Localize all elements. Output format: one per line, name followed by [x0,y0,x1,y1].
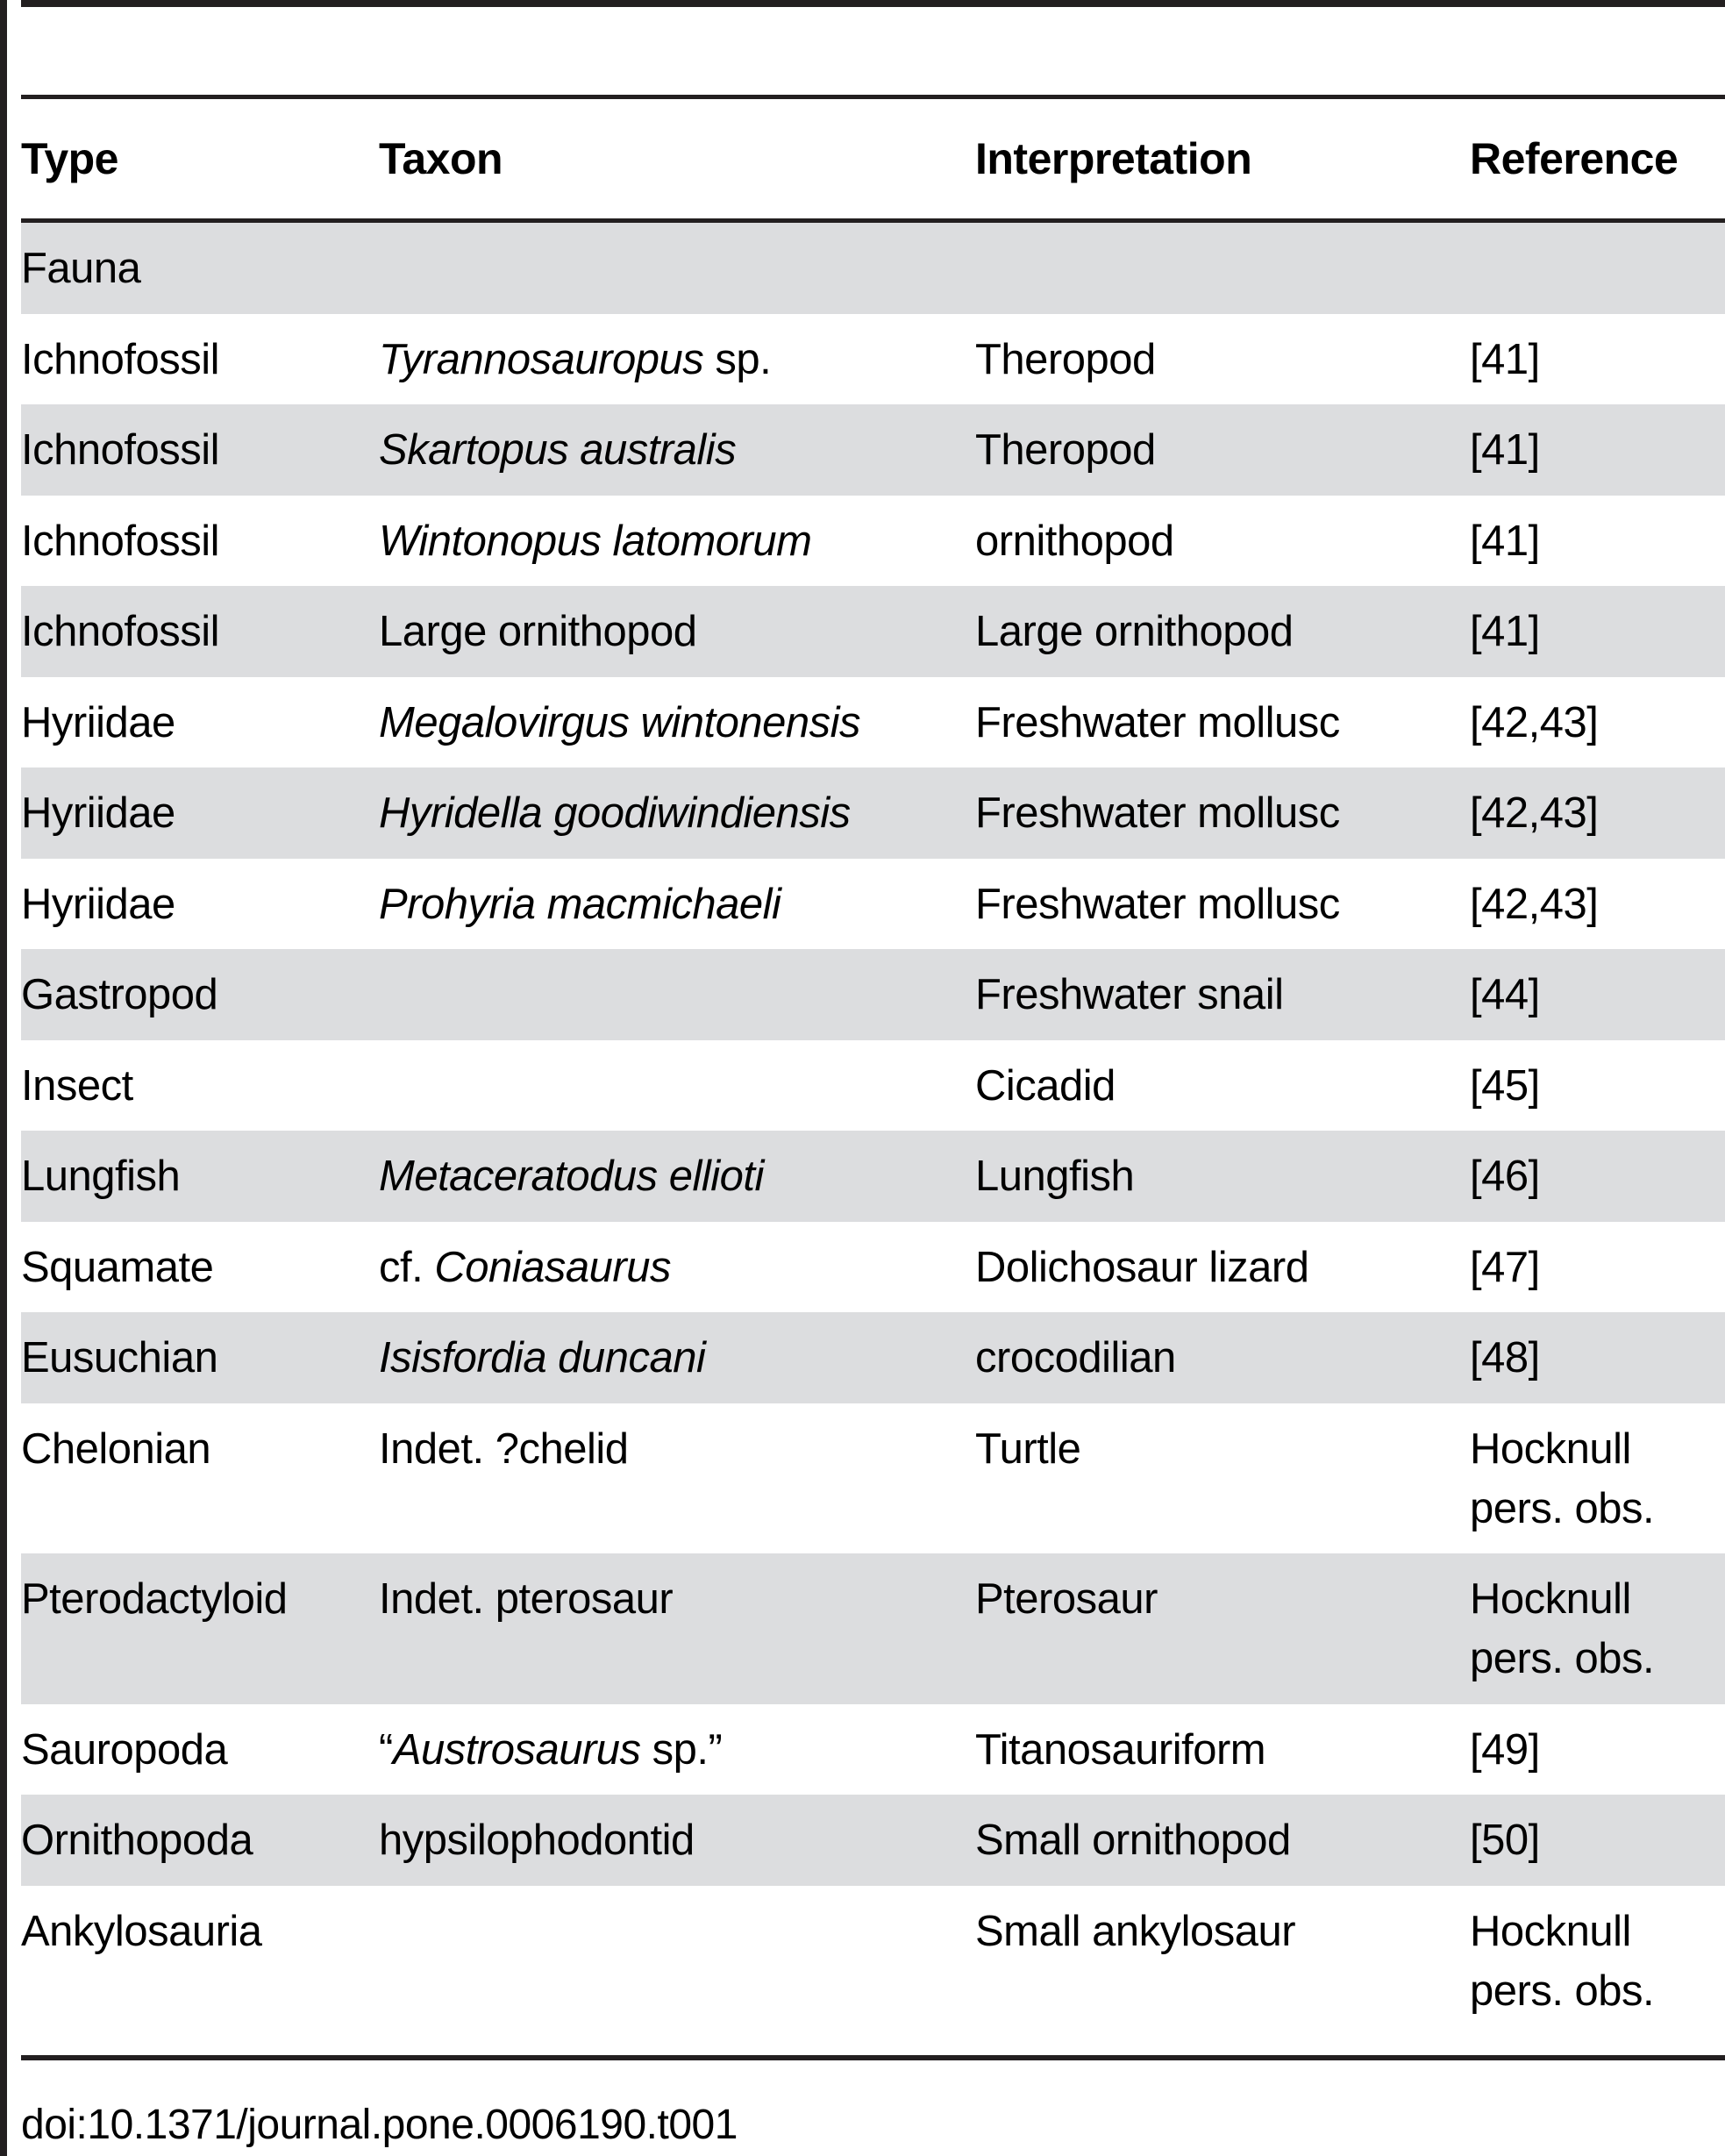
type-text: Hyriidae [21,789,175,837]
cell-reference [1470,1312,1725,1403]
cell-reference [1470,1040,1725,1132]
cell-reference [1470,496,1725,587]
type-text: Ichnofossil [21,426,220,474]
cell-type [21,221,379,314]
cell-taxon [379,1040,975,1132]
cell-interpretation [975,677,1470,768]
interpretation-text: Small ankylosaur [975,1907,1296,1955]
interpretation-text: Dolichosaur lizard [975,1243,1309,1291]
table-row [21,1704,1725,1795]
cell-type [21,1795,379,1886]
table-row [21,1131,1725,1222]
taxon-italic: Coniasaurus [434,1243,671,1291]
table-row [21,1795,1725,1886]
interpretation-text: Theropod [975,426,1156,474]
interpretation-text: Freshwater mollusc [975,789,1340,837]
table-row [21,496,1725,587]
table-row [21,859,1725,950]
cell-taxon [379,1131,975,1222]
taxon-prefix: “ [379,1725,393,1774]
interpretation-text: Titanosauriform [975,1725,1266,1774]
cell-type [21,1553,379,1704]
interpretation-text: Freshwater mollusc [975,880,1340,928]
taxon-suffix: sp. [703,335,772,383]
cell-type [21,1403,379,1554]
left-margin-bar [0,0,7,2156]
type-text: Lungfish [21,1153,181,1200]
reference-text-line2: pers. obs. [1470,1635,1655,1682]
cell-taxon [379,677,975,768]
header-reference: Reference [1470,99,1725,221]
cell-interpretation [975,1312,1470,1403]
reference-text: [41] [1470,517,1540,565]
table-row [21,1886,1725,2037]
cell-taxon [379,949,975,1040]
header-taxon: Taxon [379,99,975,221]
header-type: Type [21,99,379,221]
type-text: Insect [21,1061,133,1110]
table-row [21,1403,1725,1554]
cell-reference [1470,1704,1725,1795]
cell-type [21,314,379,405]
table-row [21,221,1725,314]
cell-reference [1470,221,1725,314]
reference-text: Hocknull [1470,1575,1631,1623]
type-text: Hyriidae [21,880,175,928]
taxon-italic: Wintonopus latomorum [379,517,812,565]
cell-taxon [379,314,975,405]
taxon-suffix: sp.” [640,1725,723,1774]
cell-interpretation [975,1886,1470,2037]
reference-text: Hocknull [1470,1424,1631,1473]
reference-text: [42,43] [1470,698,1599,746]
cell-taxon [379,404,975,496]
interpretation-text: Theropod [975,335,1156,383]
cell-type [21,1222,379,1313]
cell-taxon [379,1553,975,1704]
reference-text: [50] [1470,1817,1540,1864]
cell-interpretation [975,1040,1470,1132]
taxon-italic: Metaceratodus ellioti [379,1153,764,1200]
bottom-rule [21,2055,1725,2060]
table-row [21,1312,1725,1403]
table-row [21,949,1725,1040]
cell-interpretation [975,949,1470,1040]
cell-interpretation [975,496,1470,587]
type-text: Chelonian [21,1424,211,1473]
cell-type [21,586,379,677]
cell-interpretation [975,1222,1470,1313]
cell-interpretation [975,586,1470,677]
interpretation-text: crocodilian [975,1334,1176,1381]
fauna-table [21,99,1725,2036]
cell-reference [1470,1222,1725,1313]
cell-reference [1470,1131,1725,1222]
interpretation-text: Cicadid [975,1061,1116,1110]
reference-text-line2: pers. obs. [1470,1484,1655,1532]
reference-text: [49] [1470,1725,1540,1774]
taxon-italic: Isisfordia duncani [379,1334,706,1381]
cell-type [21,1040,379,1132]
cell-interpretation [975,767,1470,859]
cell-type [21,677,379,768]
cell-interpretation [975,859,1470,950]
reference-text: [45] [1470,1061,1540,1110]
reference-text: Hocknull [1470,1907,1631,1955]
header-interpretation: Interpretation [975,99,1470,221]
table-row [21,404,1725,496]
reference-text: [46] [1470,1153,1540,1200]
reference-text: [48] [1470,1334,1540,1381]
table-row [21,314,1725,405]
type-text: Ichnofossil [21,335,220,383]
cell-type [21,767,379,859]
cell-taxon [379,767,975,859]
top-rule [21,0,1725,7]
taxon-italic: Hyridella goodiwindiensis [379,789,851,837]
cell-taxon [379,1312,975,1403]
cell-taxon [379,859,975,950]
cell-type [21,496,379,587]
table-row [21,586,1725,677]
cell-interpretation [975,1795,1470,1886]
taxon-italic: Tyrannosauropus [379,335,704,383]
type-text: Gastropod [21,971,218,1018]
cell-taxon [379,1403,975,1554]
cell-interpretation [975,1553,1470,1704]
cell-interpretation [975,1403,1470,1554]
taxon-italic: Megalovirgus wintonensis [379,698,861,746]
taxon-prefix: cf. [379,1243,435,1291]
cell-reference [1470,767,1725,859]
doi-caption: doi:10.1371/journal.pone.0006190.t001 [21,2102,738,2148]
type-text: Ichnofossil [21,608,220,655]
type-text: Ankylosauria [21,1907,262,1955]
table-body [21,221,1725,2037]
interpretation-text: Freshwater snail [975,971,1284,1018]
type-text: Eusuchian [21,1334,218,1381]
cell-reference [1470,1403,1725,1554]
cell-type [21,859,379,950]
reference-text: [41] [1470,608,1540,655]
type-text: Ichnofossil [21,517,220,565]
table-row [21,1040,1725,1132]
type-text: Hyriidae [21,698,175,746]
cell-type [21,1131,379,1222]
type-text: Pterodactyloid [21,1575,288,1623]
table-row [21,1222,1725,1313]
cell-taxon [379,496,975,587]
reference-text: [44] [1470,971,1540,1018]
taxon-italic: Prohyria macmichaeli [379,880,781,928]
cell-reference [1470,314,1725,405]
cell-type [21,1312,379,1403]
type-text: Sauropoda [21,1725,228,1774]
taxon-prefix: hypsilophodontid [379,1817,695,1864]
cell-interpretation [975,1131,1470,1222]
taxon-italic: Skartopus australis [379,426,737,474]
cell-reference [1470,677,1725,768]
reference-text: [42,43] [1470,880,1599,928]
cell-reference [1470,949,1725,1040]
taxon-italic: Austrosaurus [392,1725,641,1774]
taxon-prefix: Indet. ?chelid [379,1424,629,1473]
table-row [21,677,1725,768]
type-text: Squamate [21,1243,214,1291]
cell-reference [1470,1553,1725,1704]
cell-interpretation [975,1704,1470,1795]
reference-text: [41] [1470,426,1540,474]
cell-taxon [379,1222,975,1313]
type-text: Ornithopoda [21,1817,253,1864]
cell-taxon [379,1704,975,1795]
cell-interpretation [975,221,1470,314]
interpretation-text: Large ornithopod [975,608,1294,655]
table-row [21,767,1725,859]
cell-interpretation [975,404,1470,496]
header-row [21,99,1725,221]
cell-taxon [379,221,975,314]
cell-reference [1470,586,1725,677]
cell-type [21,949,379,1040]
cell-taxon [379,586,975,677]
taxon-prefix: Large ornithopod [379,608,697,655]
interpretation-text: ornithopod [975,517,1174,565]
interpretation-text: Small ornithopod [975,1817,1291,1864]
type-text: Fauna [21,245,141,292]
interpretation-text: Freshwater mollusc [975,698,1340,746]
table-row [21,1553,1725,1704]
interpretation-text: Pterosaur [975,1575,1158,1623]
cell-type [21,1704,379,1795]
cell-reference [1470,404,1725,496]
reference-text: [41] [1470,335,1540,383]
interpretation-text: Turtle [975,1424,1081,1473]
cell-reference [1470,859,1725,950]
interpretation-text: Lungfish [975,1153,1135,1200]
taxon-prefix: Indet. pterosaur [379,1575,674,1623]
cell-taxon [379,1795,975,1886]
cell-interpretation [975,314,1470,405]
cell-type [21,1886,379,2037]
cell-type [21,404,379,496]
reference-text: [47] [1470,1243,1540,1291]
cell-reference [1470,1886,1725,2037]
cell-reference [1470,1795,1725,1886]
reference-text-line2: pers. obs. [1470,1967,1655,2015]
reference-text: [42,43] [1470,789,1599,837]
cell-taxon [379,1886,975,2037]
